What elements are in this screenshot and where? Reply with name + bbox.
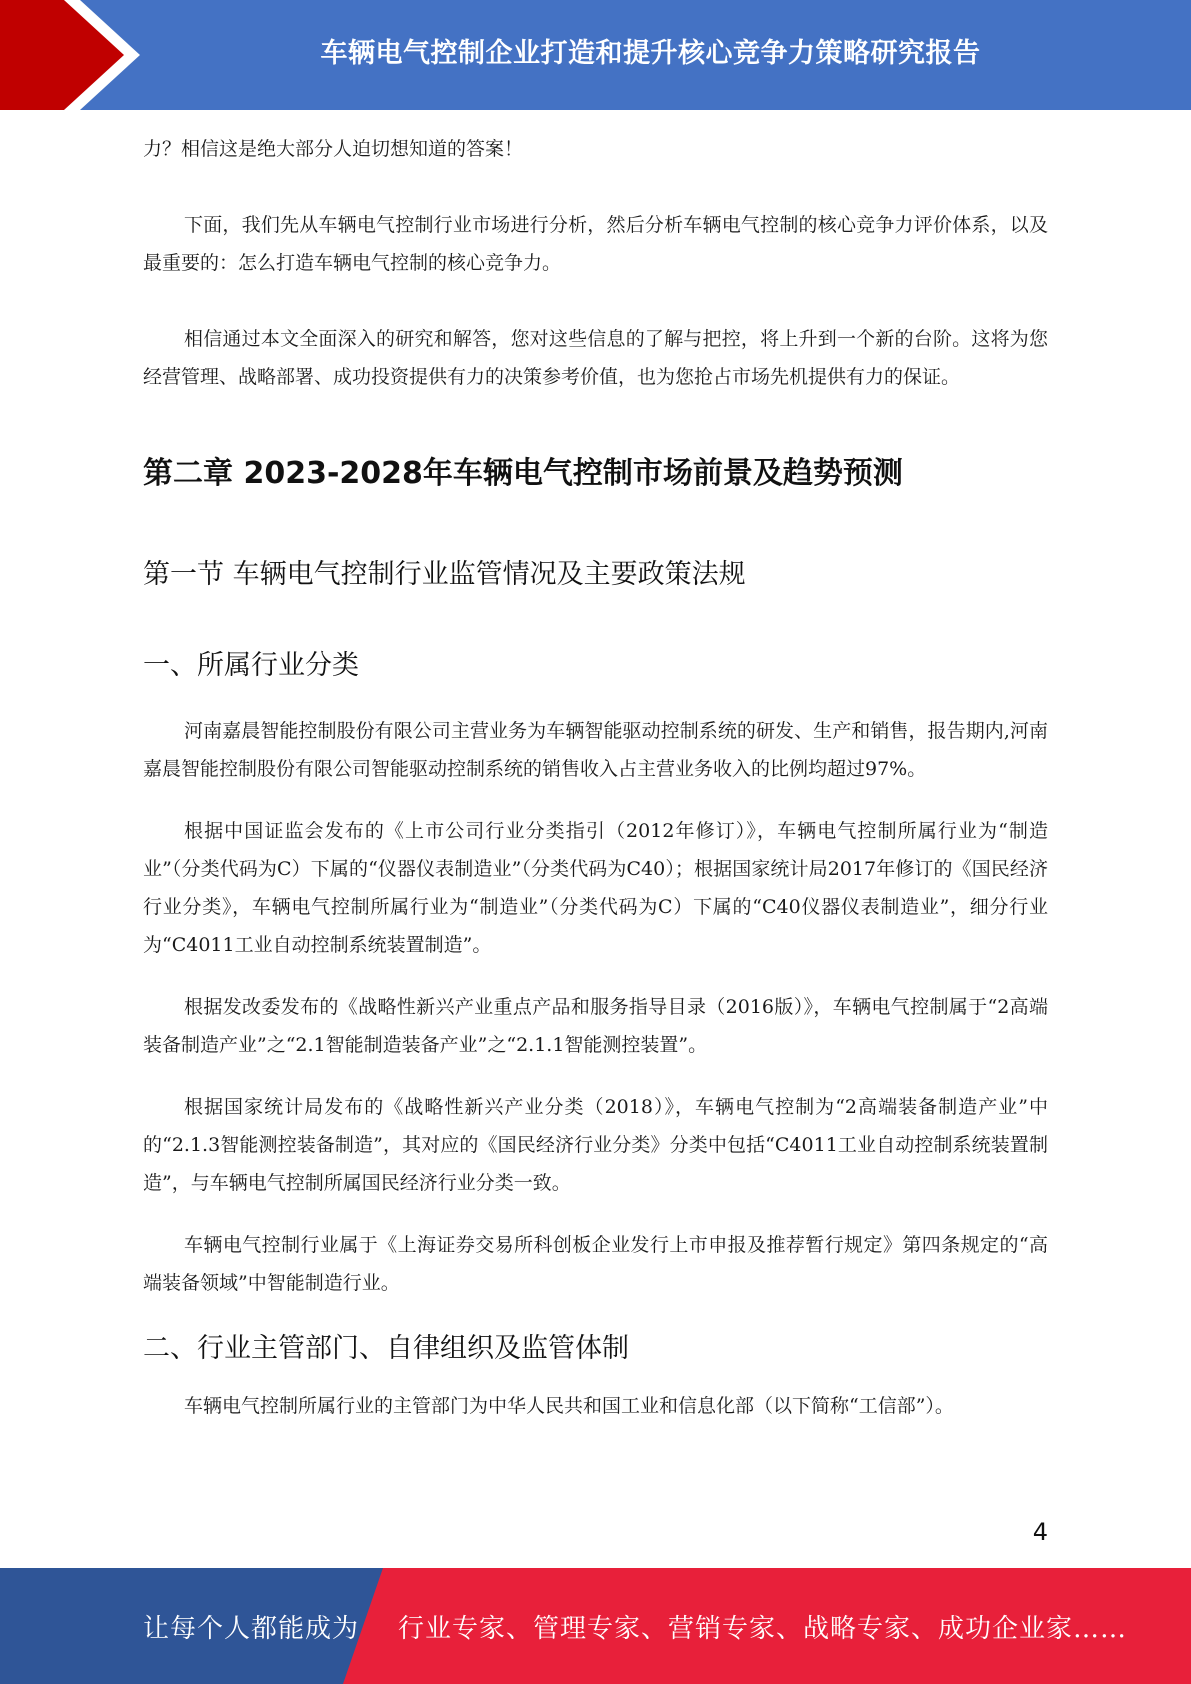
page-number: 4 bbox=[1032, 1518, 1048, 1546]
subsection-1-paragraph-3: 根据发改委发布的《战略性新兴产业重点产品和服务指导目录（2016版）》，车辆电气控制属于“2高端装备制造产业”之“2.1智能制造装备产业”之“2.1.1智能测控装置”。 bbox=[143, 996, 1048, 1056]
subsection-title-1: 一、所属行业分类 bbox=[143, 650, 359, 681]
page-content bbox=[143, 130, 1048, 1425]
intro-continuation: 力？相信这是绝大部分人迫切想知道的答案！ bbox=[143, 138, 524, 160]
subsection-2-paragraph-1: 车辆电气控制所属行业的主管部门为中华人民共和国工业和信息化部（以下简称“工信部”）。 bbox=[184, 1395, 954, 1417]
footer-slogan-left: 让每个人都能成为 bbox=[143, 1613, 360, 1644]
chevron-arrow-icon bbox=[0, 0, 160, 110]
report-title: 车辆电气控制企业打造和提升核心竞争力策略研究报告 bbox=[320, 37, 981, 69]
intro-paragraph-3: 相信通过本文全面深入的研究和解答，您对这些信息的了解与把控，将上升到一个新的台阶。这将为您经营管理、战略部署、成功投资提供有力的决策参考价值，也为您抢占市场先机提供有力的保证。 bbox=[143, 328, 1048, 388]
page-header bbox=[0, 0, 1191, 110]
footer-slogan-right: 行业专家、管理专家、营销专家、战略专家、成功企业家…… bbox=[398, 1613, 1128, 1644]
subsection-title-2: 二、行业主管部门、自律组织及监管体制 bbox=[143, 1333, 629, 1364]
chapter-title: 第二章 2023-2028年车辆电气控制市场前景及趋势预测 bbox=[143, 456, 903, 491]
section-title: 第一节 车辆电气控制行业监管情况及主要政策法规 bbox=[143, 559, 746, 590]
subsection-1-paragraph-1: 河南嘉晨智能控制股份有限公司主营业务为车辆智能驱动控制系统的研发、生产和销售，报告期内,河南嘉晨智能控制股份有限公司智能驱动控制系统的销售收入占主营业务收入的比例均超过97%。 bbox=[143, 720, 1048, 780]
intro-paragraph-2: 下面，我们先从车辆电气控制行业市场进行分析，然后分析车辆电气控制的核心竞争力评价体系，以及最重要的：怎么打造车辆电气控制的核心竞争力。 bbox=[143, 214, 1048, 274]
subsection-1-paragraph-4: 根据国家统计局发布的《战略性新兴产业分类（2018）》，车辆电气控制为“2高端装备制造产业”中的“2.1.3智能测控装备制造”，其对应的《国民经济行业分类》分类中包括“C4011工业自动控制系统装置制造”，与车辆电气控制所属国民经济行业分类一致。 bbox=[143, 1096, 1048, 1194]
page-footer bbox=[0, 1568, 1191, 1684]
subsection-1-paragraph-5: 车辆电气控制行业属于《上海证券交易所科创板企业发行上市申报及推荐暂行规定》第四条规定的“高端装备领域”中智能制造行业。 bbox=[143, 1234, 1048, 1294]
subsection-1-paragraph-2: 根据中国证监会发布的《上市公司行业分类指引（2012年修订）》，车辆电气控制所属行业为“制造业”（分类代码为C）下属的“仪器仪表制造业”（分类代码为C40）；根据国家统计局2017年修订的《国民经济行业分类》，车辆电气控制所属行业为“制造业”（分类代码为C）下属的“C40仪器仪表制造业”，细分行业为“C4011工业自动控制系统装置制造”。 bbox=[143, 820, 1048, 956]
